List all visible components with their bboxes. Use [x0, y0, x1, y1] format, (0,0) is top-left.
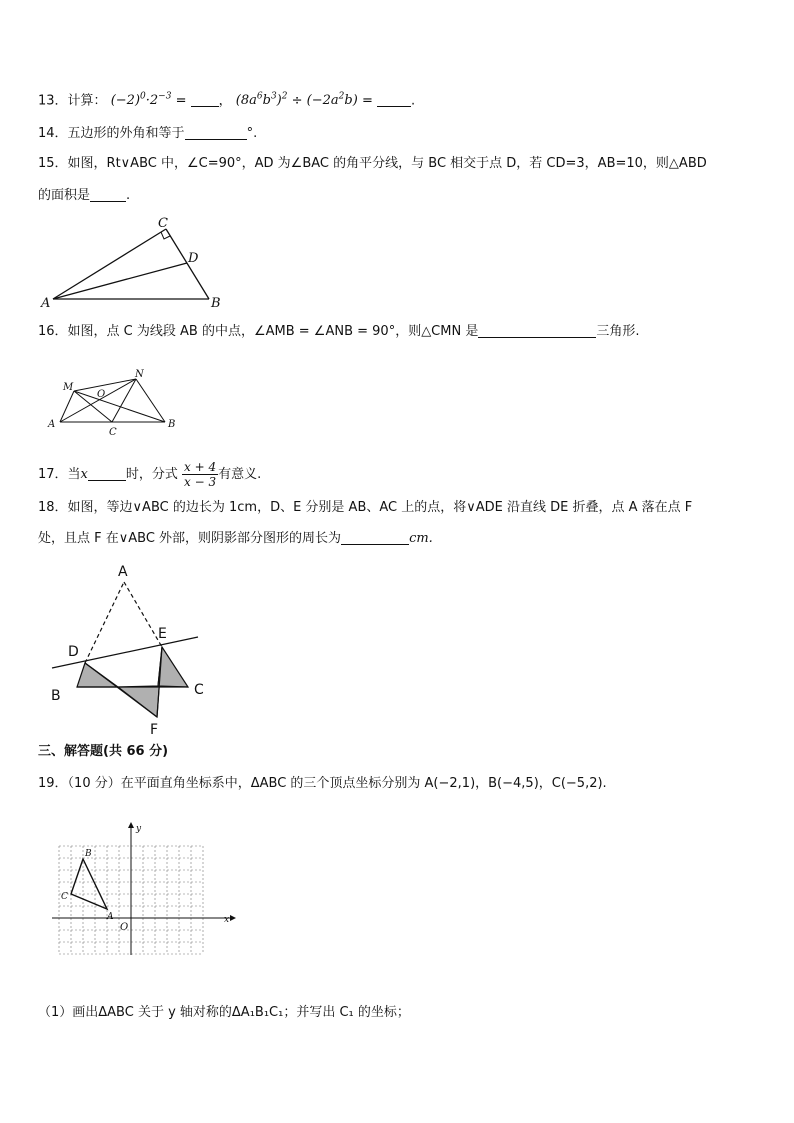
label-N: N: [135, 369, 144, 380]
question-15-line2: [38, 187, 130, 205]
shaded-region-right: [158, 647, 188, 687]
question-number: 14．: [38, 126, 68, 141]
label-O: O: [120, 922, 129, 933]
unit: °.: [246, 126, 258, 141]
fraction: [182, 460, 218, 489]
segment-AD: [53, 263, 187, 299]
label-M: M: [63, 382, 74, 393]
figure-16-quadrilateral: [44, 365, 184, 437]
label-B: B: [168, 419, 176, 430]
divide-sign: ÷: [291, 93, 303, 109]
label-F: F: [150, 722, 159, 738]
equals-sign: =: [175, 93, 187, 109]
figure-19-coordinate-grid: [48, 820, 238, 960]
label-B: B: [51, 688, 61, 704]
label-A: A: [118, 564, 128, 580]
question-text: 16．如图，点 C 为线段 AB 的中点，∠AMB = ∠ANB = 90°，则△CMN 是: [38, 324, 479, 339]
question-13: [38, 88, 415, 110]
answer-blank-15[interactable]: [90, 187, 126, 202]
answer-blank-16[interactable]: [478, 323, 596, 338]
label-A: A: [41, 296, 51, 311]
period: .: [126, 188, 131, 203]
period: .: [411, 93, 416, 109]
segment-AM: [60, 391, 74, 422]
label-y: y: [136, 824, 142, 834]
question-text: 五边形的外角和等于: [67, 126, 185, 141]
answer-blank-13b[interactable]: [377, 92, 411, 107]
answer-blank-18[interactable]: [341, 530, 409, 545]
question-text: 的面积是: [38, 188, 91, 203]
segment-AE-dashed: [124, 582, 162, 647]
expr-3: $(-2a^2b)$: [306, 92, 358, 109]
label-C: C: [61, 892, 68, 902]
question-lead: 计算：: [67, 93, 107, 109]
answer-blank-14[interactable]: [185, 125, 247, 140]
label-D: D: [68, 644, 79, 660]
triangle-ABC: [71, 859, 107, 909]
question-text-end: 三角形.: [596, 324, 640, 339]
segment-NB: [136, 379, 165, 422]
fraction-numerator: x + 4: [184, 460, 217, 474]
answer-blank-17[interactable]: [88, 466, 126, 481]
question-16: [38, 323, 639, 341]
label-A: A: [107, 912, 114, 922]
question-text: 时，分式: [125, 467, 178, 482]
question-text: 处，且点 F 在∨ABC 外部，则阴影部分图形的周长为: [38, 531, 342, 546]
fraction-denominator: x − 3: [184, 475, 217, 489]
question-18-line2: [38, 530, 433, 548]
label-x: x: [224, 915, 230, 925]
question-19: 19．（10 分）在平面直角坐标系中，ΔABC 的三个顶点坐标分别为 A(−2,1)，B(−4,5)，C(−5,2).: [38, 776, 607, 791]
comma: ，: [218, 93, 232, 109]
question-15-line1: 15．如图，Rt∨ABC 中，∠C=90°，AD 为∠BAC 的角平分线，与 BC 相交于点 D，若 CD=3，AB=10，则△ABD: [38, 156, 707, 171]
question-19-part-1: （1）画出ΔABC 关于 y 轴对称的ΔA₁B₁C₁；并写出 C₁ 的坐标；: [38, 1005, 410, 1020]
x-axis-arrow: [230, 915, 236, 921]
label-C: C: [158, 216, 168, 231]
expr-1: $(-2)^0\cdot 2^{-3}$: [110, 92, 172, 109]
figure-18-folded-triangle: [40, 560, 210, 740]
equals-sign: =: [361, 93, 373, 109]
unit: cm.: [409, 531, 433, 546]
question-number: 13．: [38, 93, 68, 109]
variable-x: x: [80, 467, 88, 482]
label-B: B: [211, 296, 221, 311]
question-text-end: 有意义.: [218, 467, 262, 482]
shaded-region-middle: [118, 647, 162, 717]
label-O: O: [97, 389, 106, 400]
figure-15-triangle: [36, 212, 226, 312]
label-C: C: [109, 427, 117, 437]
label-C: C: [194, 682, 204, 698]
question-14: [38, 125, 257, 143]
question-17: [38, 460, 261, 490]
section-heading: 三、解答题(共 66 分): [38, 744, 169, 759]
expr-2: $(8a^6b^3)^2$: [235, 92, 288, 109]
answer-blank-13a[interactable]: [191, 92, 219, 107]
question-text: 17．当: [38, 467, 81, 482]
label-E: E: [158, 626, 167, 642]
label-B: B: [85, 849, 92, 859]
segment-AC: [53, 229, 166, 299]
label-D: D: [188, 251, 199, 266]
y-axis-arrow: [128, 822, 134, 828]
question-18-line1: 18．如图，等边∨ABC 的边长为 1cm，D、E 分别是 AB、AC 上的点，将∨ADE 沿直线 DE 折叠，点 A 落在点 F: [38, 500, 693, 515]
segment-AD-dashed: [85, 582, 124, 663]
label-A: A: [48, 419, 56, 430]
